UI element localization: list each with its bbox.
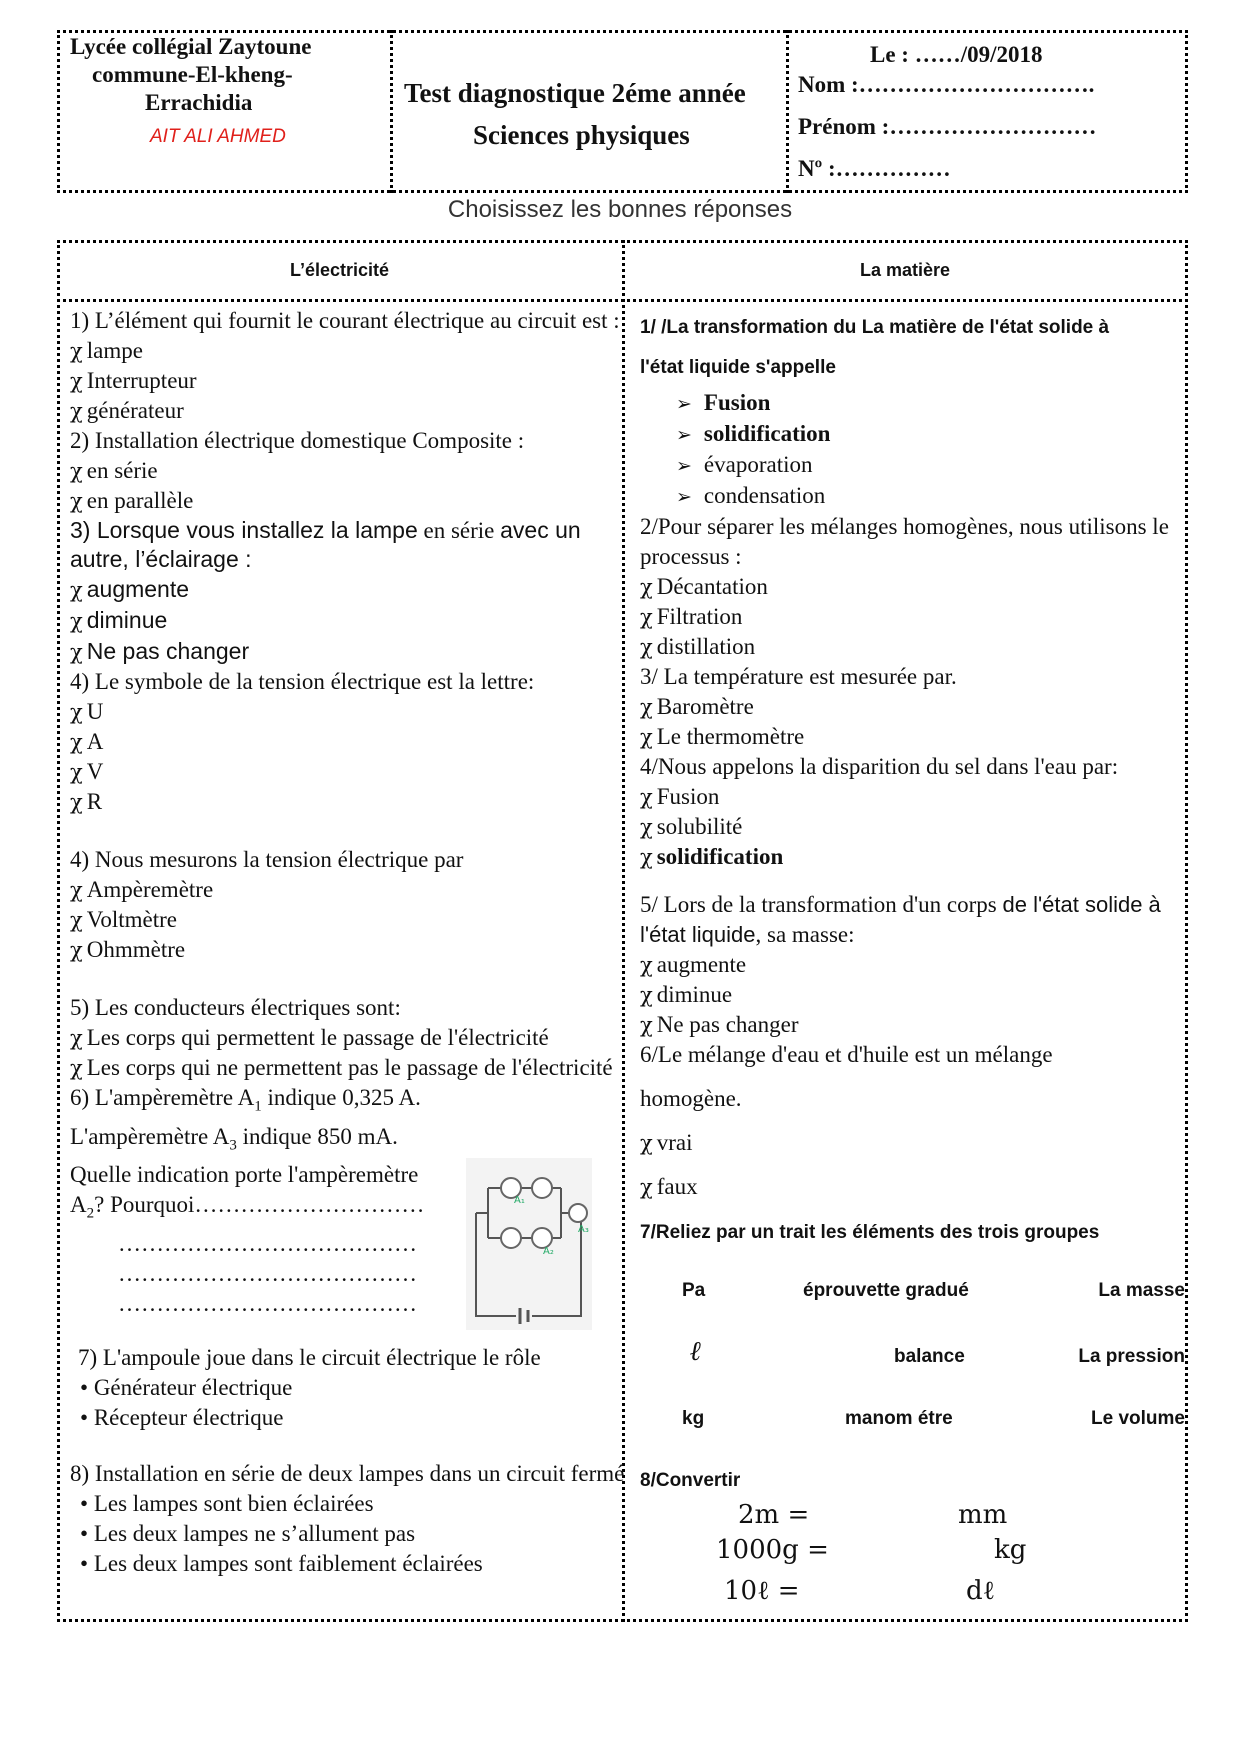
header-divider-1 [390, 30, 393, 193]
option[interactable]: χ R [70, 789, 103, 814]
option[interactable]: • Les lampes sont bien éclairées [80, 1490, 374, 1516]
question-r2: 2/Pour séparer les mélanges homogènes, nous utilisons le processus : [640, 514, 1169, 569]
option[interactable]: χ Interrupteur [70, 368, 197, 393]
question-r6-cont: homogène. [640, 1086, 742, 1111]
question-l7: 7) L'ampoule joue dans le circuit électrique le rôle [78, 1344, 541, 1370]
choice-icon: χ [640, 815, 653, 839]
answer-line[interactable]: ………………………………… [118, 1290, 417, 1316]
school-city: Errachidia [145, 90, 253, 115]
option[interactable]: χ Baromètre [640, 694, 754, 719]
ammeter-label: A₃ [578, 1224, 589, 1235]
convert-left: 2m = [738, 1500, 810, 1530]
option[interactable]: χ Ne pas changer [70, 638, 250, 664]
nom-field[interactable]: Nom :…………………………. [798, 72, 1095, 97]
option[interactable]: ➢ solidification [676, 421, 831, 446]
choice-icon: χ [70, 369, 83, 393]
arrow-icon: ➢ [676, 393, 692, 415]
choice-icon: χ [640, 983, 653, 1007]
lamp-symbol [532, 1228, 552, 1248]
question-l3: 3) Lorsque vous installez la lampe en série avec un autre, l’éclairage : [70, 517, 581, 572]
choice-icon: χ [640, 785, 653, 809]
match-item[interactable]: La masse [1098, 1280, 1185, 1301]
option[interactable]: χ Les corps qui permettent le passage de l'électricité [70, 1025, 549, 1050]
bullet-icon: • [80, 1550, 89, 1576]
question-l6: 6) L'ampèremètre $A_1$ indique 0,325 A. L'ampèremètre $A_3$ indique 850 mA. Quelle indication porte l'ampèremètre $A_2$? Pourquoi………………………… ………………………………… ………………………………… ………………………………… [70, 1083, 460, 1319]
choice-icon: χ [70, 609, 83, 633]
choice-icon: χ [640, 725, 653, 749]
choice-icon: χ [640, 1175, 653, 1199]
option[interactable]: χ A [70, 729, 104, 754]
school-name: Lycée collégial Zaytoune [70, 34, 312, 59]
option[interactable]: χ Ampèremètre [70, 877, 214, 902]
choice-icon: χ [70, 760, 83, 784]
left-column [70, 306, 625, 1579]
choice-icon: χ [70, 489, 83, 513]
right-column [640, 306, 1185, 1202]
arrow-icon: ➢ [676, 486, 692, 508]
question-r7: 7/Reliez par un trait les éléments des trois groupes [640, 1222, 1100, 1243]
ammeter-label: A₂ [543, 1246, 554, 1257]
choice-icon: χ [70, 640, 83, 664]
option[interactable]: χ solidification [640, 844, 784, 869]
convert-unit[interactable]: kg [994, 1535, 1027, 1565]
choice-icon: χ [70, 339, 83, 363]
answer-line[interactable]: ………………………………… [118, 1230, 417, 1256]
option[interactable]: χ augmente [70, 576, 190, 602]
question-r8: 8/Convertir [640, 1470, 741, 1491]
question-r1: 1/ /La transformation du La matière de l'état solide à l'état liquide s'appelle [640, 317, 1110, 378]
choice-icon: χ [640, 635, 653, 659]
choice-icon: χ [640, 575, 653, 599]
matching-table [640, 1280, 1185, 1460]
option[interactable]: χ U [70, 699, 104, 724]
choice-icon: χ [640, 1013, 653, 1037]
lamp-symbol [501, 1228, 521, 1248]
date-field[interactable]: Le : ……/09/2018 [870, 42, 1043, 67]
option[interactable]: χ V [70, 759, 104, 784]
option[interactable]: • Les deux lampes sont faiblement éclairées [80, 1550, 483, 1576]
option[interactable]: χ Décantation [640, 574, 768, 599]
option[interactable]: χ diminue [640, 982, 733, 1007]
option[interactable]: χ augmente [640, 952, 747, 977]
question-l4b: 4) Nous mesurons la tension électrique par [70, 847, 464, 872]
option[interactable]: χ Fusion [640, 784, 720, 809]
option[interactable]: ➢ Fusion [676, 390, 771, 415]
question-r4: 4/Nous appelons la disparition du sel dans l'eau par: [640, 754, 1119, 779]
question-l5: 5) Les conducteurs électriques sont: [70, 995, 401, 1020]
ammeter-label: A₁ [514, 1195, 525, 1206]
choice-icon: χ [70, 1026, 83, 1050]
choice-icon: χ [70, 1056, 83, 1080]
instruction: Choisissez les bonnes réponses [447, 196, 793, 223]
arrow-icon: ➢ [676, 424, 692, 446]
ammeter-symbol [569, 1204, 587, 1222]
header-divider-2 [786, 30, 789, 193]
choice-icon: χ [70, 790, 83, 814]
choice-icon: χ [70, 399, 83, 423]
column-title-matiere: La matière [859, 260, 951, 280]
choice-icon: χ [70, 938, 83, 962]
choice-icon: χ [640, 605, 653, 629]
match-item[interactable]: Le volume [1091, 1408, 1185, 1429]
option[interactable]: • Les deux lampes ne s’allument pas [80, 1520, 416, 1546]
choice-icon: χ [640, 695, 653, 719]
match-item[interactable]: La pression [1078, 1346, 1185, 1367]
choice-icon: χ [70, 730, 83, 754]
bullet-icon: • [80, 1404, 89, 1430]
option[interactable]: χ Les corps qui ne permettent pas le passage de l'électricité [70, 1055, 613, 1080]
lamp-symbol [532, 1178, 552, 1198]
match-item[interactable]: Pa [682, 1280, 706, 1301]
choice-icon: χ [640, 1131, 653, 1155]
bullet-icon: • [80, 1520, 89, 1546]
convert-left: 10ℓ = [724, 1576, 800, 1606]
option[interactable]: χ vrai [640, 1130, 693, 1155]
bullet-icon: • [80, 1374, 89, 1400]
option[interactable]: ➢ évaporation [676, 452, 813, 477]
match-item[interactable]: manom étre [845, 1408, 953, 1429]
option[interactable]: χ générateur [70, 398, 184, 423]
option[interactable]: • Générateur électrique [80, 1374, 293, 1400]
option[interactable]: χ Le thermomètre [640, 724, 805, 749]
option[interactable]: χ en parallèle [70, 488, 194, 513]
question-l4: 4) Le symbole de la tension électrique est la lettre: [70, 669, 535, 694]
choice-icon: χ [70, 700, 83, 724]
choice-icon: χ [640, 845, 653, 869]
match-item[interactable]: balance [894, 1346, 965, 1367]
choice-icon: χ [70, 459, 83, 483]
option[interactable]: χ lampe [70, 338, 143, 363]
option[interactable]: χ Ohmmètre [70, 937, 186, 962]
circuit-background [466, 1158, 592, 1330]
convert-left: 1000g = [716, 1535, 829, 1565]
option[interactable]: χ Voltmètre [70, 907, 178, 932]
question-l2: 2) Installation électrique domestique Composite : [70, 428, 525, 453]
option[interactable]: χ faux [640, 1174, 698, 1199]
choice-icon: χ [70, 578, 83, 602]
convert-unit[interactable]: mm [958, 1500, 1008, 1530]
match-item[interactable]: éprouvette gradué [803, 1280, 969, 1301]
answer-line[interactable]: ………………………………… [118, 1260, 417, 1286]
arrow-icon: ➢ [676, 455, 692, 477]
match-item[interactable]: ℓ [690, 1336, 702, 1367]
question-l8: 8) Installation en série de deux lampes dans un circuit fermé [70, 1460, 625, 1486]
circuit-diagram [466, 1158, 592, 1330]
question-r1-options [640, 388, 1185, 512]
school-commune: commune-El-kheng- [92, 62, 293, 87]
option[interactable]: χ en série [70, 458, 158, 483]
convert-unit[interactable]: dℓ [966, 1576, 996, 1606]
choice-icon: χ [640, 953, 653, 977]
question-r6: 6/Le mélange d'eau et d'huile est un mélange [640, 1042, 1053, 1067]
column-title-electricite: L’électricité [289, 260, 390, 280]
match-item[interactable]: kg [682, 1408, 705, 1429]
option[interactable]: χ solubilité [640, 814, 743, 839]
option[interactable]: ➢ condensation [676, 483, 826, 508]
option[interactable]: χ Ne pas changer [640, 1012, 799, 1037]
option[interactable]: • Récepteur électrique [80, 1404, 284, 1430]
teacher-name: AIT ALI AHMED [150, 126, 286, 147]
option[interactable]: χ distillation [640, 634, 756, 659]
question-r5: 5/ Lors de la transformation d'un corps de l'état solide à l'état liquide, sa masse: [640, 892, 1161, 947]
choice-icon: χ [70, 908, 83, 932]
numero-field[interactable]: Nº :…………… [798, 156, 951, 181]
test-title: Test diagnostique 2éme année [404, 78, 746, 108]
prenom-field[interactable]: Prénom :……………………… [798, 114, 1097, 139]
option[interactable]: χ diminue [70, 607, 168, 633]
question-r3: 3/ La température est mesurée par. [640, 664, 957, 689]
option[interactable]: χ Filtration [640, 604, 743, 629]
test-subject: Sciences physiques [473, 120, 690, 150]
question-l1: 1) L’élément qui fournit le courant électrique au circuit est : [70, 308, 620, 333]
bullet-icon: • [80, 1490, 89, 1516]
choice-icon: χ [70, 878, 83, 902]
